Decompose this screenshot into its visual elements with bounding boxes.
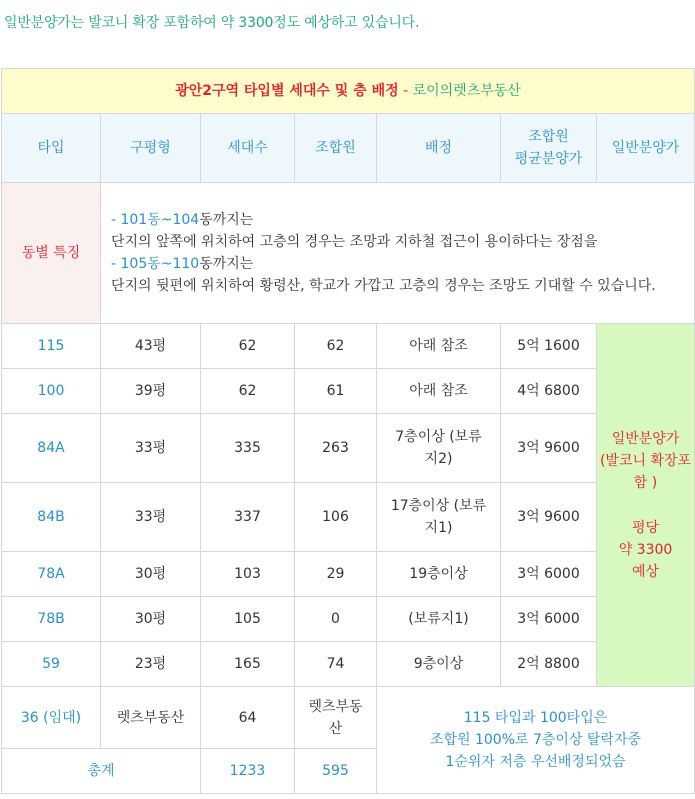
units-cell: 337 — [201, 483, 295, 552]
units-cell: 64 — [201, 687, 295, 749]
table-row — [2, 324, 695, 369]
avg-price-cell: 5억 1600 — [501, 324, 597, 369]
feature-line: 단지의 앞쪽에 위치하여 고층의 경우는 조망과 지하철 접근이 용이하다는 장점을 — [111, 234, 598, 250]
avg-price-cell: 4억 6800 — [501, 369, 597, 414]
allocation-table — [1, 68, 695, 794]
members-cell: 61 — [295, 369, 377, 414]
feature-line: - 101동~104동까지는 — [111, 212, 254, 228]
table-row — [2, 414, 695, 483]
feature-line: - 105동~110동까지는 — [111, 256, 254, 272]
header-units: 세대수 — [201, 114, 295, 183]
rental-row — [2, 687, 695, 749]
pyeong-cell: 렛츠부동산 — [101, 687, 201, 749]
members-cell: 62 — [295, 324, 377, 369]
avg-price-cell: 3억 9600 — [501, 414, 597, 483]
members-cell: 29 — [295, 552, 377, 597]
alloc-cell: 아래 참조 — [377, 369, 501, 414]
alloc-cell: (보류지1) — [377, 597, 501, 642]
table-row — [2, 642, 695, 687]
header-sale-price: 일반분양가 — [597, 114, 695, 183]
members-cell: 74 — [295, 642, 377, 687]
header-avg-price: 조합원 평균분양가 — [501, 114, 597, 183]
table-row — [2, 369, 695, 414]
total-members: 595 — [295, 749, 377, 794]
avg-price-cell: 3억 6000 — [501, 597, 597, 642]
header-pyeong: 구평형 — [101, 114, 201, 183]
alloc-cell: 9층이상 — [377, 642, 501, 687]
alloc-cell: 19층이상 — [377, 552, 501, 597]
type-cell: 84A — [2, 414, 101, 483]
type-cell: 84B — [2, 483, 101, 552]
units-cell: 165 — [201, 642, 295, 687]
units-cell: 62 — [201, 324, 295, 369]
units-cell: 62 — [201, 369, 295, 414]
units-cell: 103 — [201, 552, 295, 597]
pyeong-cell: 39평 — [101, 369, 201, 414]
members-cell: 263 — [295, 414, 377, 483]
alloc-cell: 아래 참조 — [377, 324, 501, 369]
pyeong-cell: 30평 — [101, 597, 201, 642]
units-cell: 335 — [201, 414, 295, 483]
type-cell: 115 — [2, 324, 101, 369]
title-separator: - — [398, 83, 413, 99]
pyeong-cell: 30평 — [101, 552, 201, 597]
type-cell: 59 — [2, 642, 101, 687]
members-cell: 106 — [295, 483, 377, 552]
type-cell: 36 (임대) — [2, 687, 101, 749]
title-source: 로이의렛츠부동산 — [412, 83, 521, 99]
pyeong-cell: 33평 — [101, 483, 201, 552]
table-title — [2, 69, 695, 114]
avg-price-cell: 3억 6000 — [501, 552, 597, 597]
feature-label: 동별 특징 — [2, 183, 101, 324]
members-cell: 0 — [295, 597, 377, 642]
table-row — [2, 483, 695, 552]
sale-price-note: 일반분양가 (발코니 확장포함 ) 평당 약 3300 예상 — [597, 324, 695, 687]
table-row — [2, 597, 695, 642]
title-main: 광안2구역 타입별 세대수 및 층 배정 — [175, 83, 399, 99]
total-units: 1233 — [201, 749, 295, 794]
bottom-note: 115 타입과 100타입은 조합원 100%로 7층이상 탈락자중 1순위자 저층 우선배정되었슴 — [377, 687, 695, 794]
table-row — [2, 552, 695, 597]
pyeong-cell: 23평 — [101, 642, 201, 687]
header-type: 타입 — [2, 114, 101, 183]
type-cell: 100 — [2, 369, 101, 414]
alloc-cell: 7층이상 (보류지2) — [377, 414, 501, 483]
alloc-cell: 17층이상 (보류지1) — [377, 483, 501, 552]
avg-price-cell: 3억 9600 — [501, 483, 597, 552]
feature-description — [101, 183, 695, 324]
type-cell: 78B — [2, 597, 101, 642]
avg-price-cell: 2억 8800 — [501, 642, 597, 687]
pyeong-cell: 33평 — [101, 414, 201, 483]
header-members: 조합원 — [295, 114, 377, 183]
intro-text: 일반분양가는 발코니 확장 포함하여 약 3300정도 예상하고 있습니다. — [4, 15, 420, 31]
type-cell: 78A — [2, 552, 101, 597]
total-label: 총계 — [2, 749, 201, 794]
header-alloc: 배정 — [377, 114, 501, 183]
pyeong-cell: 43평 — [101, 324, 201, 369]
members-cell: 렛츠부동산 — [295, 687, 377, 749]
units-cell: 105 — [201, 597, 295, 642]
header-row — [2, 114, 695, 183]
feature-line: 단지의 뒷편에 위치하여 황령산, 학교가 가깝고 고층의 경우는 조망도 기대할 수 있습니다. — [111, 278, 656, 294]
